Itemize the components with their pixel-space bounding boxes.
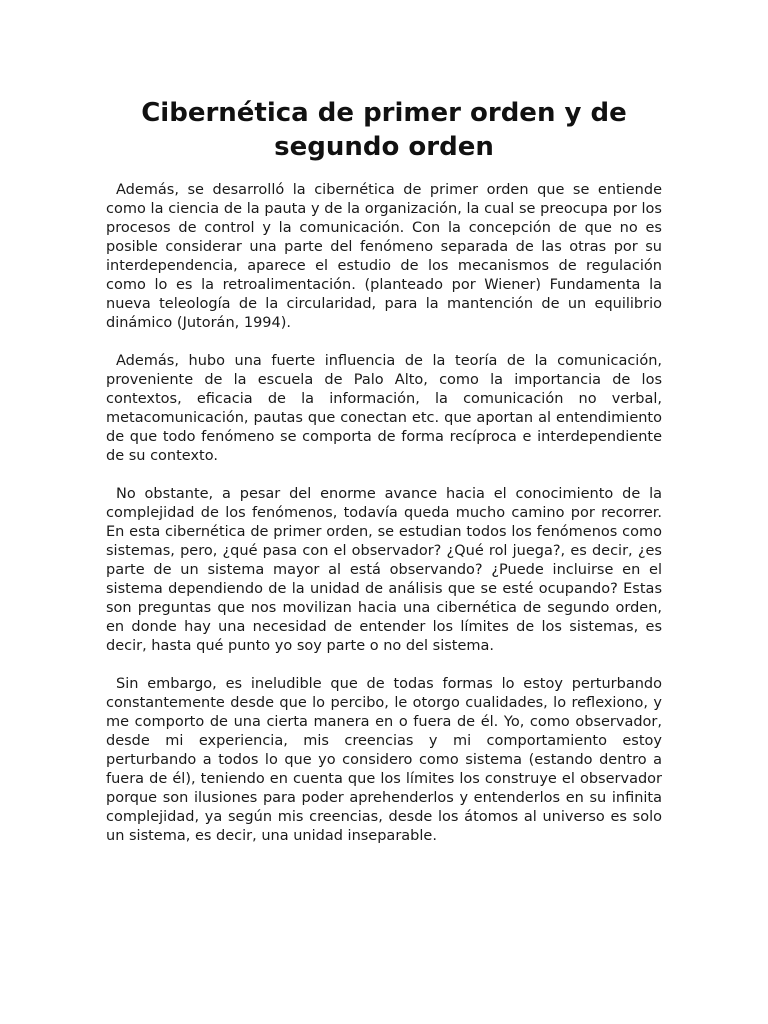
document-body xyxy=(106,181,662,865)
paragraph-3: No obstante, a pesar del enorme avance hacia el conocimiento de la complejidad de los fenómenos, todavía queda mucho camino por recorrer. En esta cibernética de primer orden, se estudian todos los fenómenos como sistemas, pero, ¿qué pasa con el observador? ¿Qué rol juega?, es decir, ¿es parte de un sistema mayor al está observando? ¿Puede incluirse en el sistema dependiendo de la unidad de análisis que se esté ocupando? Estas son preguntas que nos movilizan hacia una cibernética de segundo orden, en donde hay una necesidad de entender los límites de los sistemas, es decir, hasta qué punto yo soy parte o no del sistema. xyxy=(106,486,662,654)
paragraph-2: Además, hubo una fuerte influencia de la teoría de la comunicación, proveniente de la escuela de Palo Alto, como la importancia de los contextos, eficacia de la información, la comunicación no verbal, metacomunicación, pautas que conectan etc. que aportan al entendimiento de que todo fenómeno se comporta de forma recíproca e interdependiente de su contexto. xyxy=(106,353,662,464)
document-title: Cibernética de primer orden y de segundo orden xyxy=(141,98,627,162)
paragraph-4: Sin embargo, es ineludible que de todas formas lo estoy perturbando constantemente desde que lo percibo, le otorgo cualidades, lo reflexiono, y me comporto de una cierta manera en o fuera de él. Yo, como observador, desde mi experiencia, mis creencias y mi comportamiento estoy perturbando a todos lo que yo considero como sistema (estando dentro a fuera de él), teniendo en cuenta que los límites los construye el observador porque son ilusiones para poder aprehenderlos y entenderlos en su infinita complejidad, ya según mis creencias, desde los átomos al universo es solo un sistema, es decir, una unidad inseparable. xyxy=(106,676,662,844)
paragraph-1: Además, se desarrolló la cibernética de primer orden que se entiende como la ciencia de la pauta y de la organización, la cual se preocupa por los procesos de control y la comunicación. Con la concepción de que no es posible considerar una parte del fenómeno separada de las otras por su interdependencia, aparece el estudio de los mecanismos de regulación como lo es la retroalimentación. (planteado por Wiener) Fundamenta la nueva teleología de la circularidad, para la mantención de un equilibrio dinámico (Jutorán, 1994). xyxy=(106,182,662,331)
